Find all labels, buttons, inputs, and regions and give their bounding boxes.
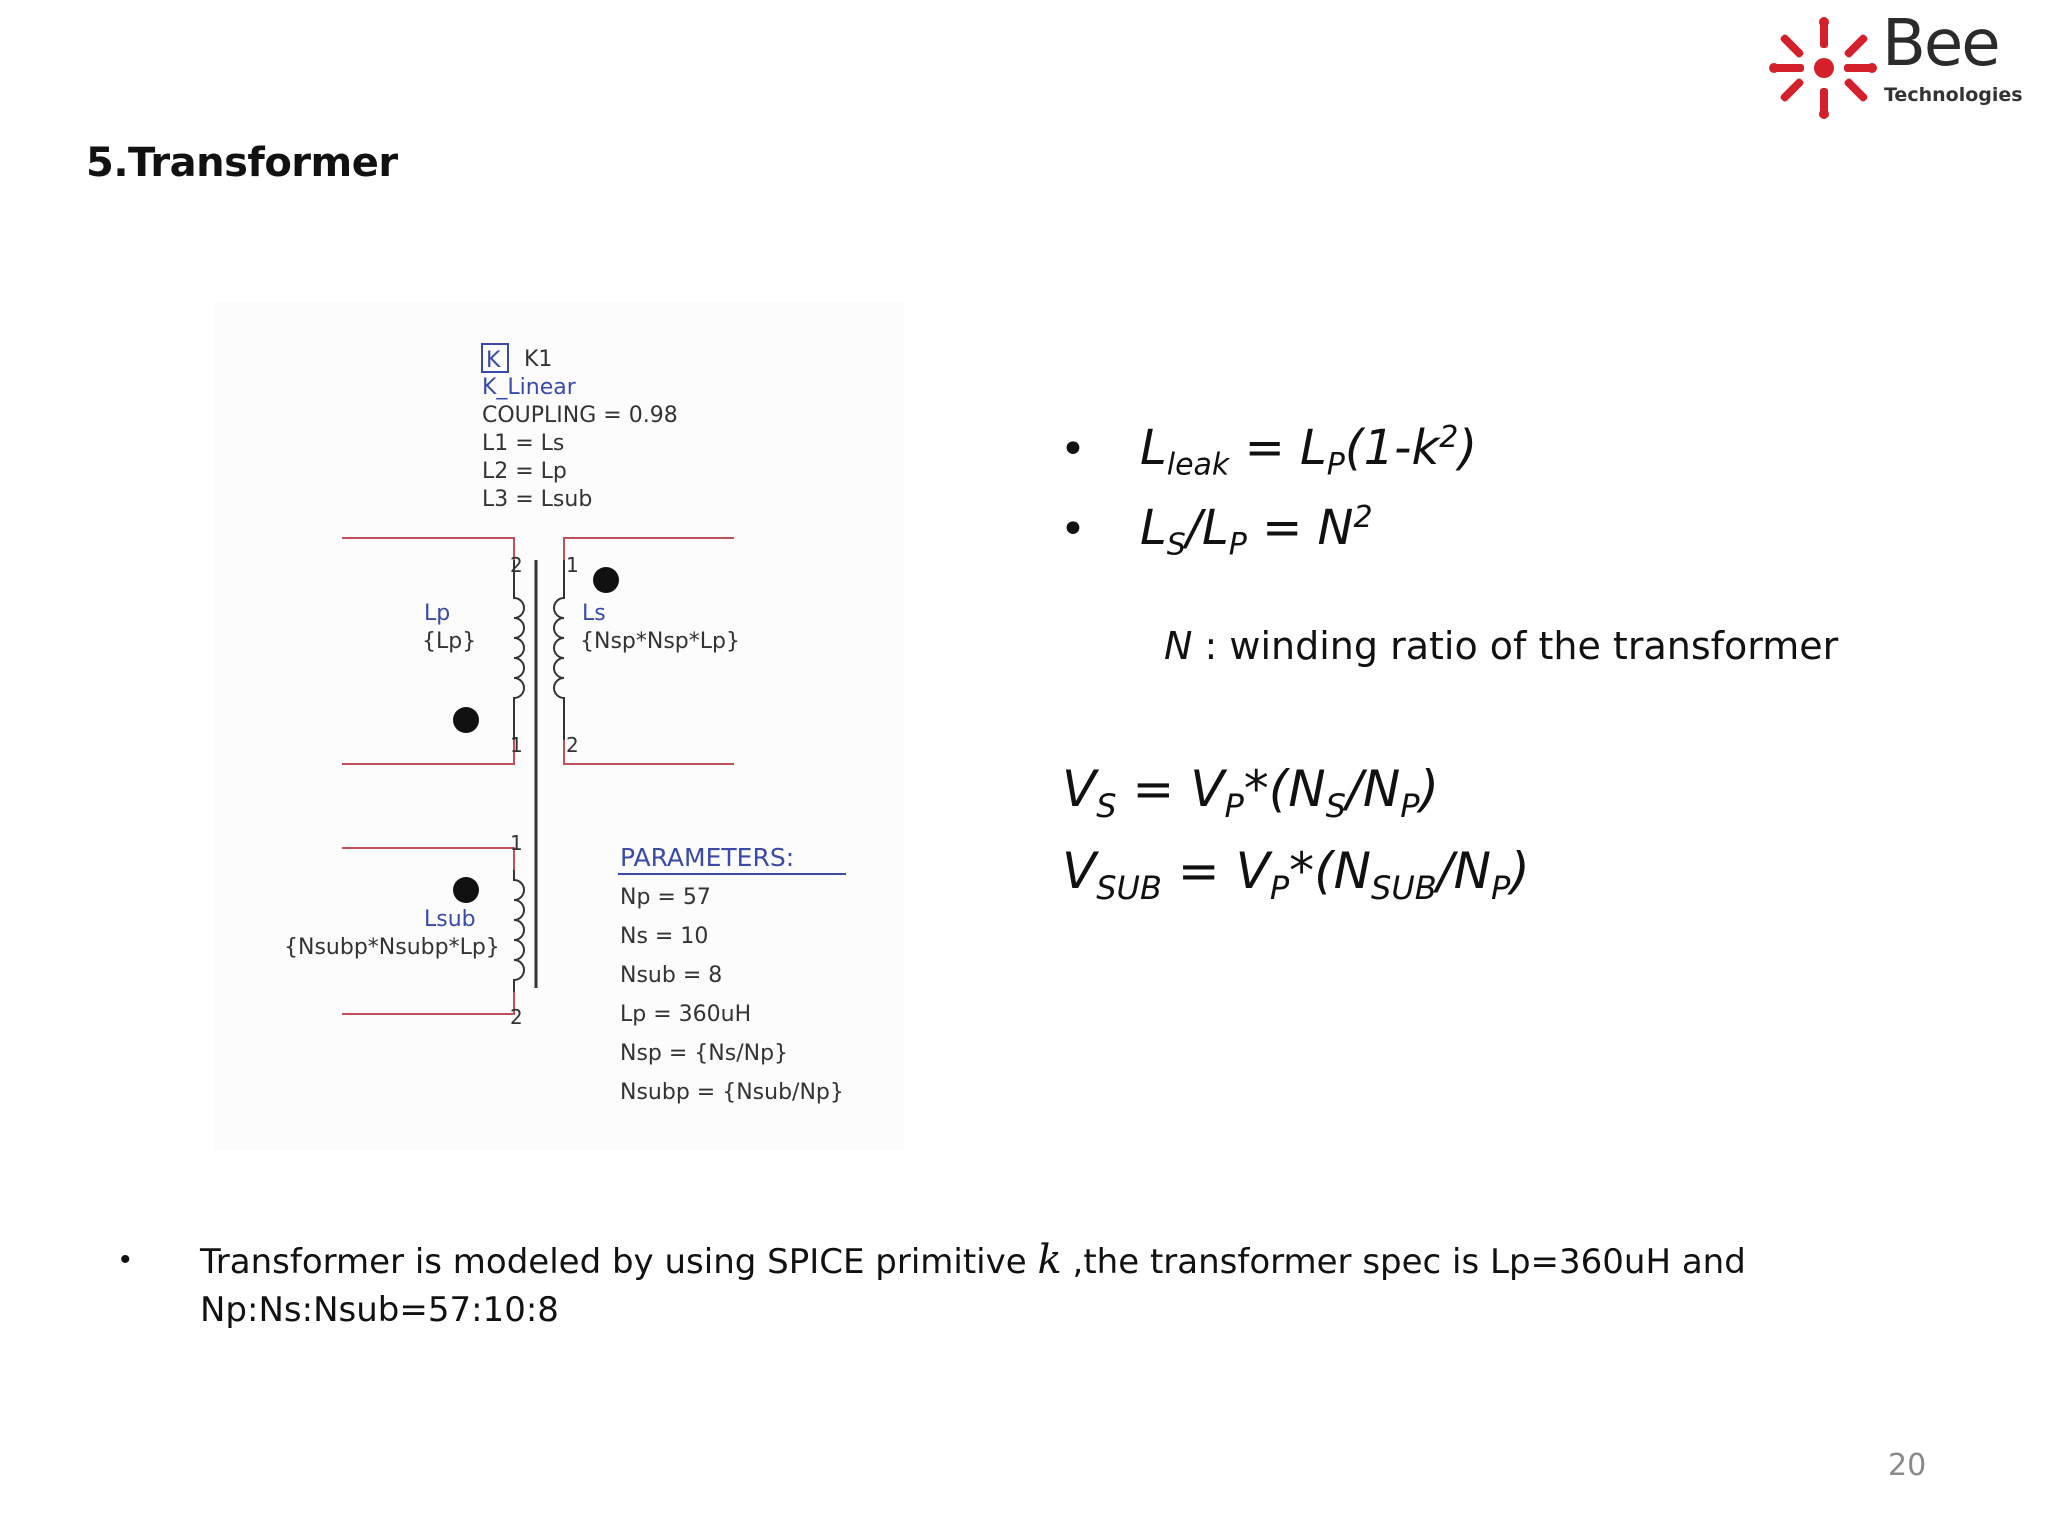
param-ns: Ns = 10: [620, 924, 709, 949]
ls-pin-top: 1: [566, 553, 579, 577]
ls-name: Ls: [582, 601, 606, 626]
lp-pin-top: 2: [510, 553, 523, 577]
lsub-value: {Nsubp*Nsubp*Lp}: [284, 935, 500, 960]
k-box-letter: K: [486, 348, 501, 373]
lp-polarity-dot: [453, 707, 479, 733]
bullet: •: [1060, 504, 1086, 555]
ls-polarity-dot: [593, 567, 619, 593]
ls-pin-bottom: 2: [566, 733, 579, 757]
k-l2: L2 = Lp: [482, 459, 567, 484]
k-model-name: K_Linear: [482, 375, 576, 400]
slide-title: 5.Transformer: [86, 140, 398, 186]
lsub-pin-top: 1: [510, 831, 523, 855]
k-coupling: COUPLING = 0.98: [482, 403, 678, 428]
footer-bullet: •: [120, 1243, 131, 1276]
logo-brand-text: Bee: [1882, 7, 1999, 81]
lp-name: Lp: [424, 601, 451, 626]
page-number: 20: [1888, 1448, 1927, 1483]
logo-star-icon: [1768, 16, 1878, 120]
lsub-pin-bottom: 2: [510, 1005, 523, 1029]
param-nsp: Nsp = {Ns/Np}: [620, 1041, 789, 1066]
lp-pin-bottom: 1: [510, 733, 523, 757]
k-l3: L3 = Lsub: [482, 487, 593, 512]
ls-value: {Nsp*Nsp*Lp}: [580, 629, 740, 654]
lsub-polarity-dot: [453, 877, 479, 903]
param-nsubp: Nsubp = {Nsub/Np}: [620, 1080, 844, 1105]
k-instance-name: K1: [524, 347, 553, 372]
param-np: Np = 57: [620, 885, 711, 910]
winding-ratio-note: N : winding ratio of the transformer: [1164, 624, 1839, 668]
param-nsub: Nsub = 8: [620, 963, 723, 988]
formula-inductance-ratio: • $L_S/L_P = N^2$: [1060, 500, 1373, 563]
footer-description: Transformer is modeled by using SPICE primitive k ,the transformer spec is Lp=360uH and Np:Ns:Nsub=57:10:8: [200, 1237, 1746, 1330]
k-l1: L1 = Ls: [482, 431, 565, 456]
formula-leakage: • $L_{leak} = L_P(1-k^2)$: [1060, 420, 1478, 483]
lp-coil: [514, 560, 524, 740]
param-lp: Lp = 360uH: [620, 1002, 752, 1027]
logo-sub-text: Technologies: [1884, 84, 2023, 106]
k-primitive-symbol: k: [1037, 1237, 1062, 1283]
equation-vsub: $V_{SUB} = V_P*(N_{SUB}/N_P)$: [1062, 842, 1530, 907]
bullet: •: [1060, 424, 1086, 475]
bee-technologies-logo: [1768, 7, 2040, 120]
params-title: PARAMETERS:: [620, 843, 795, 872]
lp-value: {Lp}: [422, 629, 477, 654]
equation-vs: $V_S = V_P*(N_S/N_P)$: [1062, 760, 1440, 825]
transformer-schematic: [214, 302, 904, 1150]
lsub-name: Lsub: [424, 907, 476, 932]
ls-coil: [554, 560, 564, 740]
lsub-coil: [514, 870, 524, 992]
